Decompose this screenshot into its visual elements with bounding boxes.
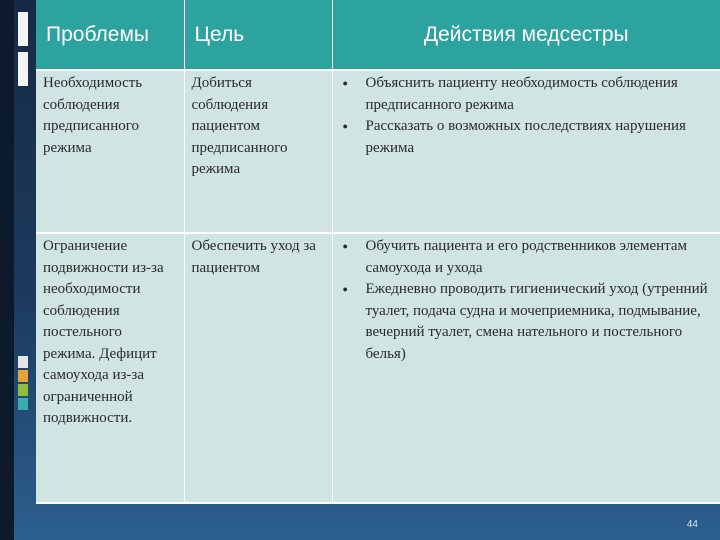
- left-decor-bar: [0, 0, 14, 540]
- list-item: ● Обучить пациента и его родственников элементам самоухода и ухода: [340, 236, 715, 279]
- header-problems: Проблемы: [36, 0, 184, 70]
- table-row: [36, 70, 720, 233]
- decor-block-top: [18, 12, 28, 46]
- header-nurse-actions: Действия медсестры: [332, 0, 720, 70]
- cell-problem: Необходимость соблюдения предписанного режима: [36, 70, 184, 233]
- decor-square-light: [18, 356, 28, 368]
- list-item: ● Объяснить пациенту необходимость соблюдения предписанного режима: [340, 73, 715, 116]
- cell-goal: Добиться соблюдения пациентом предписанного режима: [184, 70, 332, 233]
- decor-square-teal: [18, 398, 28, 410]
- cell-actions: [332, 70, 720, 233]
- cell-actions: [332, 233, 720, 503]
- cell-goal: Обеспечить уход за пациентом: [184, 233, 332, 503]
- table-header-row: [36, 0, 720, 70]
- list-item: ● Рассказать о возможных последствиях нарушения режима: [340, 116, 715, 159]
- list-item: ● Ежедневно проводить гигиенический уход (утренний туалет, подача судна и мочеприемника, подмывание, вечерний туалет, смена нательного и постельного белья): [340, 279, 715, 365]
- decor-square-orange: [18, 370, 28, 382]
- actions-list: [340, 236, 715, 365]
- slide-number: 44: [686, 519, 698, 530]
- header-goal: Цель: [184, 0, 332, 70]
- table-row: [36, 233, 720, 503]
- nursing-care-table: [36, 0, 720, 504]
- cell-problem: Ограничение подвижности из-за необходимости соблюдения постельного режима. Дефицит самоухода из-за ограниченной подвижности.: [36, 233, 184, 503]
- actions-list: [340, 73, 715, 159]
- decor-square-green: [18, 384, 28, 396]
- decor-block-second: [18, 52, 28, 86]
